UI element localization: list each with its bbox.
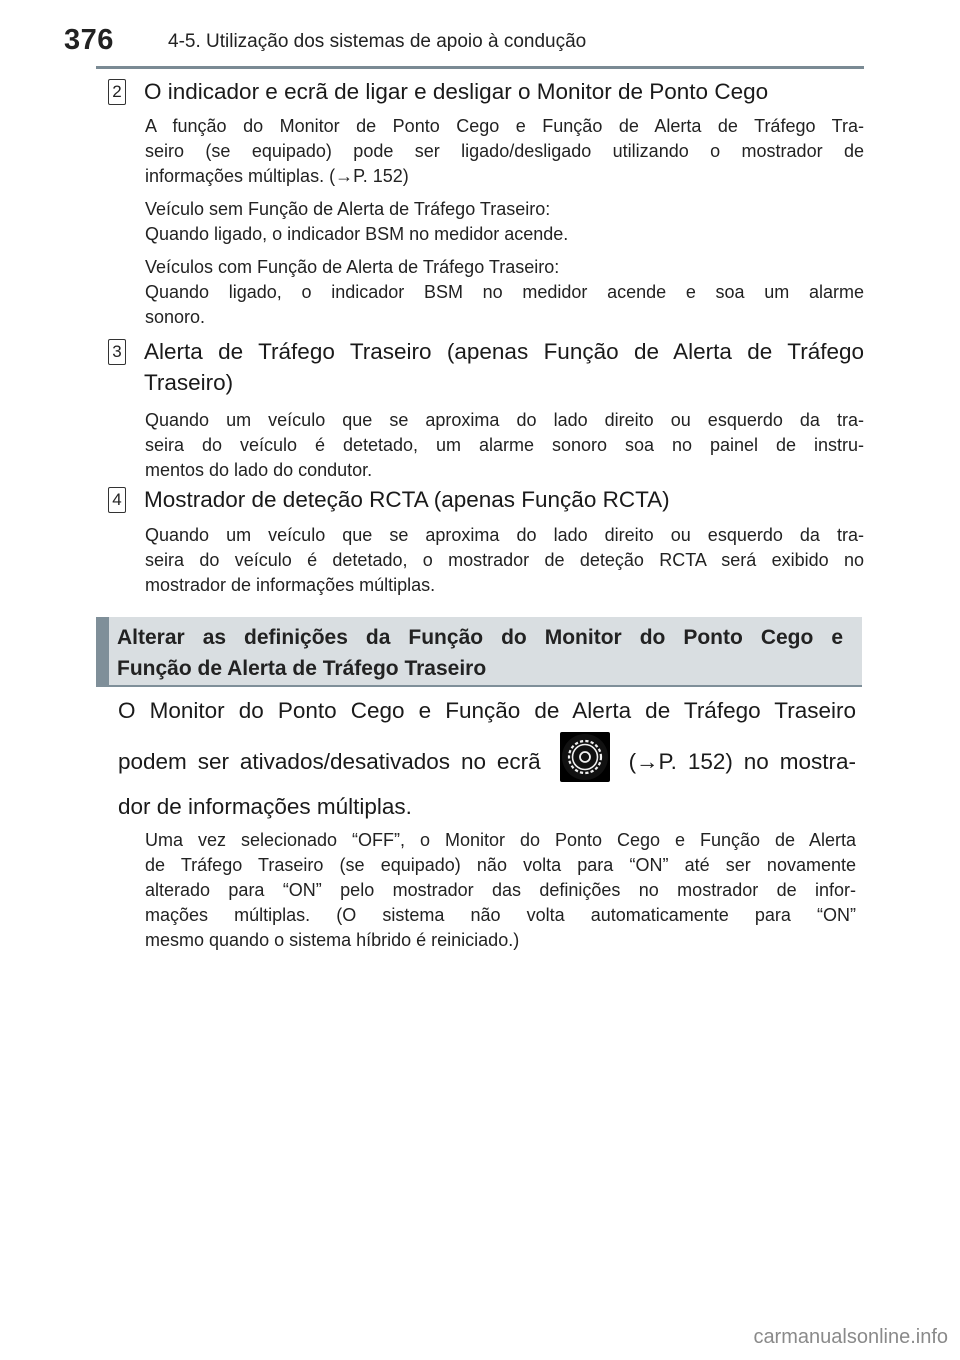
section-title-line: Alterar as definições da Função do Monitor do Ponto Cego e — [117, 626, 843, 649]
section-title — [117, 622, 843, 684]
text-line: Veículos com Função de Alerta de Tráfego Traseiro: — [145, 257, 560, 277]
text-line: Quando ligado, o indicador BSM no medidor acende. — [145, 224, 569, 244]
section-accent-bar — [96, 617, 109, 687]
item-paragraph — [145, 523, 864, 598]
item-paragraph — [145, 197, 864, 247]
item-3 — [108, 336, 864, 483]
text-line: seira do veículo é detetado, o mostrador de deteção RCTA será exibido no — [145, 550, 864, 570]
text-line: A função do Monitor de Ponto Cego e Função de Alerta de Tráfego Tra- — [145, 116, 864, 136]
section-heading — [96, 617, 862, 687]
intro-line: O Monitor do Ponto Cego e Função de Alerta de Tráfego Traseiro — [118, 698, 856, 723]
note-paragraph — [145, 828, 856, 953]
text-line: mostrador de informações múltiplas. — [145, 575, 436, 595]
item-paragraph — [145, 114, 864, 189]
header-divider — [96, 66, 864, 69]
text-line: seira do veículo é detetado, um alarme sonoro soa no painel de instru- — [145, 435, 864, 455]
item-2 — [108, 76, 864, 330]
item-paragraph — [145, 255, 864, 330]
text-line: Veículo sem Função de Alerta de Tráfego Traseiro: — [145, 199, 551, 219]
title-line: Alerta de Tráfego Traseiro (apenas Função de Alerta de Tráfego — [144, 339, 864, 364]
text-line: sonoro. — [145, 307, 206, 327]
intro-text: podem ser ativados/desativados no ecrã — [118, 748, 541, 774]
intro-text: (→P. 152) no mostra- — [628, 748, 856, 774]
item-title: O indicador e ecrã de ligar e desligar o Monitor de Ponto Cego — [144, 79, 769, 104]
text-line: mesmo quando o sistema híbrido é reiniciado.) — [145, 930, 520, 950]
chapter-title: 4-5. Utilização dos sistemas de apoio à condução — [168, 31, 587, 52]
title-line: Traseiro) — [144, 370, 234, 395]
section-title-line: Função de Alerta de Tráfego Traseiro — [117, 657, 487, 680]
text-line: mações múltiplas. (O sistema não volta automaticamente para “ON” — [145, 905, 856, 925]
item-title — [144, 336, 864, 398]
gear-icon — [560, 732, 610, 782]
page-header — [0, 0, 960, 70]
page-number: 376 — [64, 24, 114, 56]
text-line: alterado para “ON” pelo mostrador das definições no mostrador de infor- — [145, 880, 856, 900]
intro-line — [118, 744, 856, 792]
item-number-badge: 4 — [108, 487, 126, 513]
text-line: Quando ligado, o indicador BSM no medidor acende e soa um alarme — [145, 282, 864, 302]
watermark: carmanualsonline.info — [753, 1326, 948, 1348]
text-line: Quando um veículo que se aproxima do lado direito ou esquerdo da tra- — [145, 525, 864, 545]
item-number-badge: 3 — [108, 339, 126, 365]
item-title: Mostrador de deteção RCTA (apenas Função RCTA) — [144, 487, 670, 512]
text-line: seiro (se equipado) pode ser ligado/desligado utilizando o mostrador de — [145, 141, 864, 161]
text-line: informações múltiplas. (→P. 152) — [145, 166, 409, 186]
text-line: de Tráfego Traseiro (se equipado) não volta para “ON” até ser novamente — [145, 855, 856, 875]
item-paragraph — [145, 408, 864, 483]
item-number-badge: 2 — [108, 79, 126, 105]
text-line: Uma vez selecionado “OFF”, o Monitor do Ponto Cego e Função de Alerta — [145, 830, 856, 850]
item-4 — [108, 484, 864, 598]
text-line: mentos do lado do condutor. — [145, 460, 373, 480]
section-divider — [96, 685, 862, 687]
intro-paragraph — [118, 696, 856, 840]
intro-line: dor de informações múltiplas. — [118, 794, 412, 819]
text-line: Quando um veículo que se aproxima do lado direito ou esquerdo da tra- — [145, 410, 864, 430]
